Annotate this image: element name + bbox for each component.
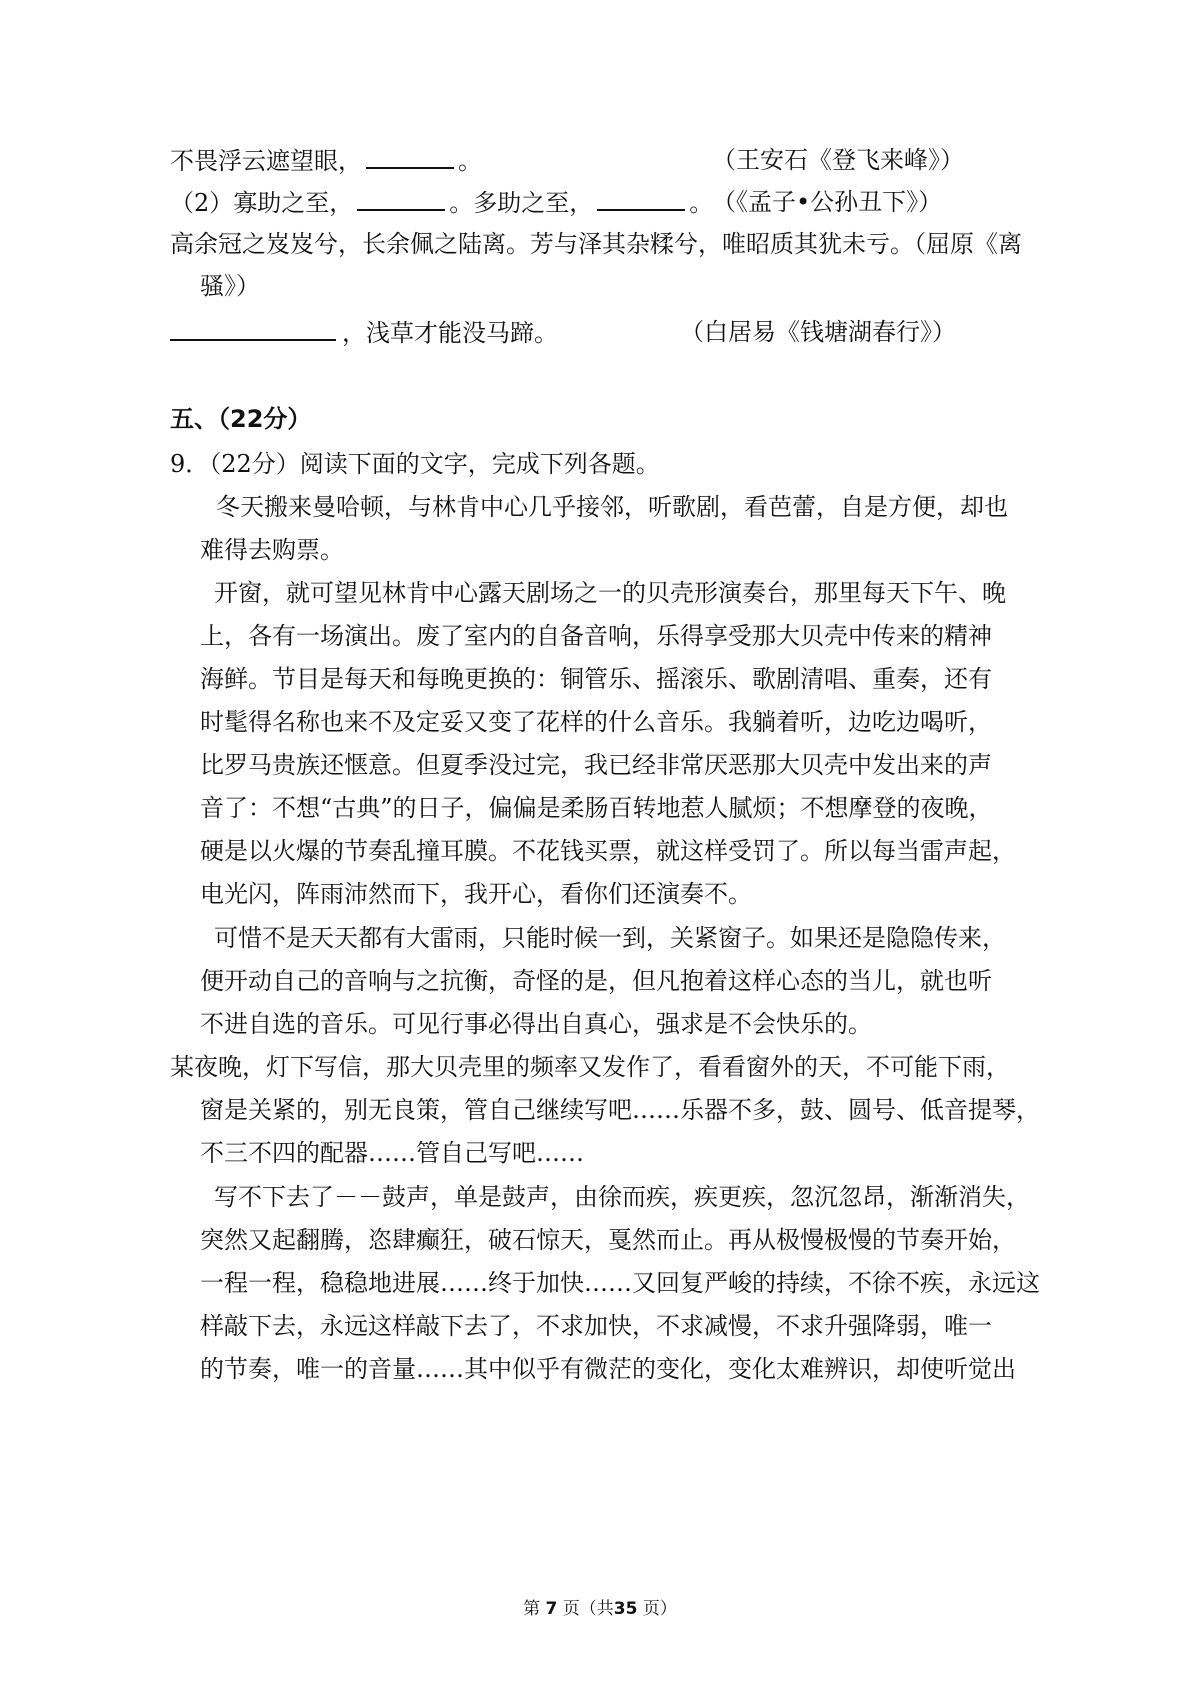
passage-line: 冬天搬来曼哈顿，与林肯中心几乎接邻，听歌剧，看芭蕾，自是方便，却也 <box>216 493 1008 521</box>
poem-line-3-cont: 骚》） <box>200 272 260 300</box>
poem-line-2-mid: 。多助之至， <box>449 189 594 217</box>
passage-line: 比罗马贵族还惬意。但夏季没过完，我已经非常厌恶那大贝壳中发出来的声 <box>200 751 992 779</box>
footer-mid: 页（共 <box>562 1599 614 1619</box>
section-heading-score: 22 <box>230 405 264 433</box>
poem-line-2-source: （《孟子•公孙丑下》） <box>712 188 943 216</box>
passage-line: 音了：不想“古典”的日子，偏偏是柔肠百转地惹人腻烦；不想摩登的夜晚， <box>200 794 993 822</box>
passage-line: 的节奏，唯一的音量……其中似乎有微茫的变化，变化太难辨识，却使听觉出 <box>200 1355 1016 1383</box>
passage-line: 写不下去了－－鼓声，单是鼓声，由徐而疾，疾更疾，忽沉忽昂，渐渐消失， <box>214 1183 1030 1211</box>
passage-line: 窗是关紧的，别无良策，管自己继续写吧……乐器不多，鼓、圆号、低音提琴， <box>200 1096 1040 1124</box>
passage-line: 开窗，就可望见林肯中心露天剧场之一的贝壳形演奏台，那里每天下午、晚 <box>214 579 1006 607</box>
passage-line: 上，各有一场演出。废了室内的自备音响，乐得享受那大贝壳中传来的精神 <box>200 622 992 650</box>
poem-line-4-source: （白居易《钱塘湖春行》） <box>680 318 956 346</box>
footer-post: 页） <box>642 1599 677 1619</box>
passage-line: 电光闪，阵雨沛然而下，我开心，看你们还演奏不。 <box>200 880 752 908</box>
passage-line: 难得去购票。 <box>200 536 344 564</box>
passage-line: 时髦得名称也来不及定妥又变了花样的什么音乐。我躺着听，边吃边喝听， <box>200 708 992 736</box>
passage-line: 可惜不是天天都有大雷雨，只能时候一到，关紧窗子。如果还是隐隐传来， <box>214 924 1006 952</box>
section-heading <box>170 404 311 434</box>
passage-line: 一程一程，稳稳地进展……终于加快……又回复严峻的持续，不徐不疾，永远这 <box>200 1269 1040 1297</box>
poem-line-1 <box>170 145 482 176</box>
footer-pre: 第 <box>523 1599 541 1619</box>
poem-line-1-end: 。 <box>458 147 482 175</box>
poem-line-2-text: （2）寡助之至， <box>170 189 354 217</box>
section-heading-suffix: 分） <box>263 405 312 433</box>
answer-blank[interactable] <box>597 187 685 211</box>
question-prompt: 9．（22分）阅读下面的文字，完成下列各题。 <box>170 450 660 478</box>
poem-line-2-end: 。 <box>689 189 714 217</box>
answer-blank[interactable] <box>366 145 454 169</box>
footer-total-pages: 35 <box>613 1599 638 1619</box>
poem-line-4 <box>170 317 558 348</box>
section-heading-prefix: 五、（ <box>170 405 230 433</box>
poem-line-1-source: （王安石《登飞来峰》） <box>712 146 964 174</box>
poem-line-1-text: 不畏浮云遮望眼， <box>170 147 362 175</box>
passage-line: 便开动自己的音响与之抗衡，奇怪的是，但凡抱着这样心态的当儿，就也听 <box>200 967 992 995</box>
passage-line: 突然又起翻腾，恣肆癫狂，破石惊天，戛然而止。再从极慢极慢的节奏开始， <box>200 1226 1016 1254</box>
answer-blank[interactable] <box>170 317 336 341</box>
passage-line: 不三不四的配器……管自己写吧…… <box>200 1139 584 1167</box>
footer-page-number: 7 <box>545 1599 558 1619</box>
passage-line: 硬是以火爆的节奏乱撞耳膜。不花钱买票，就这样受罚了。所以每当雷声起， <box>200 837 1016 865</box>
poem-line-3: 高余冠之岌岌兮，长余佩之陆离。芳与泽其杂糅兮，唯昭质其犹未亏。（屈原《离 <box>170 230 1022 258</box>
passage-line: 某夜晚，灯下写信，那大贝壳里的频率又发作了，看看窗外的天，不可能下雨， <box>170 1053 1010 1081</box>
passage-line: 样敲下去，永远这样敲下去了，不求加快，不求减慢，不求升强降弱，唯一 <box>200 1312 992 1340</box>
poem-line-4-text: ，浅草才能没马蹄。 <box>342 319 558 347</box>
poem-line-2 <box>170 187 713 218</box>
passage-line: 海鲜。节目是每天和每晚更换的：铜管乐、摇滚乐、歌剧清唱、重奏，还有 <box>200 665 992 693</box>
passage-line: 不进自选的音乐。可见行事必得出自真心，强求是不会快乐的。 <box>200 1010 872 1038</box>
answer-blank[interactable] <box>357 187 445 211</box>
page-footer <box>0 1598 1200 1620</box>
